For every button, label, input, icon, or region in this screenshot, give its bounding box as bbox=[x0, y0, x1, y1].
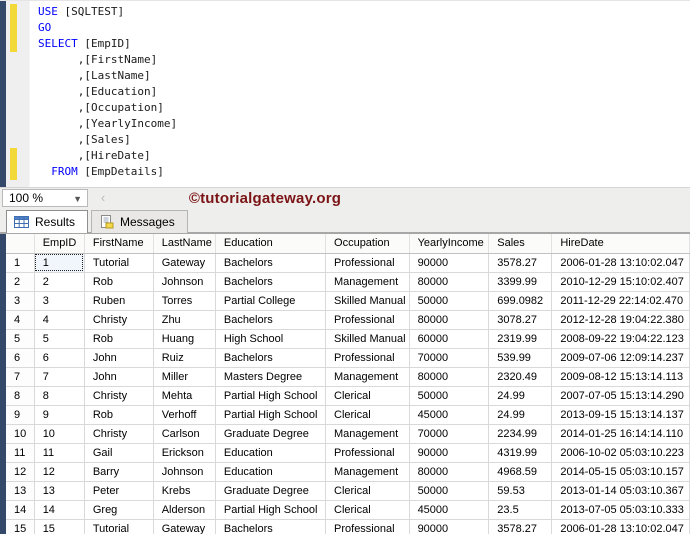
grid-cell[interactable]: Tutorial bbox=[84, 519, 153, 534]
grid-cell[interactable]: 1 bbox=[34, 253, 84, 272]
tab-messages[interactable] bbox=[91, 210, 188, 233]
table-row bbox=[6, 443, 690, 462]
grid-cell[interactable]: 3 bbox=[34, 291, 84, 310]
grid-cell[interactable]: Skilled Manual bbox=[326, 291, 410, 310]
grid-cell[interactable]: 9 bbox=[34, 405, 84, 424]
line-gutter bbox=[6, 20, 30, 36]
results-grid-icon bbox=[14, 215, 29, 229]
code-line[interactable] bbox=[6, 68, 690, 84]
table-row bbox=[6, 310, 690, 329]
tab-label: Results bbox=[35, 215, 76, 229]
grid-cell[interactable]: 50000 bbox=[409, 291, 489, 310]
grid-cell[interactable]: 80000 bbox=[409, 272, 489, 291]
grid-cell[interactable]: 90000 bbox=[409, 253, 489, 272]
grid-cell[interactable]: 2011-12-29 22:14:02.470 bbox=[552, 291, 690, 310]
grid-cell[interactable]: 45000 bbox=[409, 500, 489, 519]
grid-cell[interactable]: 7 bbox=[34, 367, 84, 386]
grid-cell[interactable]: Skilled Manual bbox=[326, 329, 410, 348]
grid-cell[interactable]: Professional bbox=[326, 348, 410, 367]
grid-cell[interactable]: 2014-05-15 05:03:10.157 bbox=[552, 462, 690, 481]
grid-cell[interactable]: 2006-10-02 05:03:10.223 bbox=[552, 443, 690, 462]
grid-cell[interactable]: 80000 bbox=[409, 367, 489, 386]
grid-cell[interactable]: Bachelors bbox=[215, 253, 325, 272]
grid-cell[interactable]: Alderson bbox=[153, 500, 215, 519]
grid-cell[interactable]: Tutorial bbox=[84, 253, 153, 272]
code-line[interactable] bbox=[6, 116, 690, 132]
grid-cell[interactable]: 70000 bbox=[409, 424, 489, 443]
row-number[interactable]: 15 bbox=[6, 519, 34, 534]
grid-cell[interactable]: 2234.99 bbox=[489, 424, 552, 443]
grid-cell[interactable]: Peter bbox=[84, 481, 153, 500]
grid-cell[interactable]: Management bbox=[326, 272, 410, 291]
grid-cell[interactable]: Carlson bbox=[153, 424, 215, 443]
code-line-text: ,[Sales] bbox=[38, 133, 131, 146]
grid-cell[interactable]: Bachelors bbox=[215, 310, 325, 329]
line-gutter bbox=[6, 132, 30, 148]
grid-cell[interactable]: 699.0982 bbox=[489, 291, 552, 310]
sql-code[interactable] bbox=[6, 1, 690, 180]
row-number[interactable]: 10 bbox=[6, 424, 34, 443]
table-row bbox=[6, 272, 690, 291]
grid-cell[interactable]: Ruben bbox=[84, 291, 153, 310]
grid-cell[interactable]: 2012-12-28 19:04:22.380 bbox=[552, 310, 690, 329]
grid-cell[interactable]: Professional bbox=[326, 310, 410, 329]
table-row bbox=[6, 348, 690, 367]
grid-cell[interactable]: 2008-09-22 19:04:22.123 bbox=[552, 329, 690, 348]
grid-cell[interactable]: 90000 bbox=[409, 519, 489, 534]
line-gutter bbox=[6, 116, 30, 132]
change-tracking-bar bbox=[10, 4, 17, 20]
grid-cell[interactable]: Partial High School bbox=[215, 386, 325, 405]
grid-cell[interactable]: Professional bbox=[326, 443, 410, 462]
grid-cell[interactable]: 90000 bbox=[409, 443, 489, 462]
column-header-education[interactable]: Education bbox=[215, 234, 325, 253]
grid-cell[interactable]: 13 bbox=[34, 481, 84, 500]
grid-cell[interactable]: 2014-01-25 16:14:14.110 bbox=[552, 424, 690, 443]
grid-cell[interactable]: 24.99 bbox=[489, 386, 552, 405]
grid-cell[interactable]: Education bbox=[215, 462, 325, 481]
code-line-text: SELECT [EmpID] bbox=[38, 37, 131, 50]
grid-cell[interactable]: 4 bbox=[34, 310, 84, 329]
grid-cell[interactable]: Partial High School bbox=[215, 500, 325, 519]
grid-cell[interactable]: Graduate Degree bbox=[215, 424, 325, 443]
grid-cell[interactable]: 3399.99 bbox=[489, 272, 552, 291]
grid-cell[interactable]: Gateway bbox=[153, 253, 215, 272]
line-gutter bbox=[6, 148, 30, 164]
grid-cell[interactable]: 15 bbox=[34, 519, 84, 534]
row-number[interactable]: 12 bbox=[6, 462, 34, 481]
tab-results[interactable] bbox=[6, 210, 88, 233]
grid-cell[interactable]: 6 bbox=[34, 348, 84, 367]
row-number[interactable]: 14 bbox=[6, 500, 34, 519]
grid-cell[interactable]: 539.99 bbox=[489, 348, 552, 367]
code-line[interactable] bbox=[6, 100, 690, 116]
code-line[interactable] bbox=[6, 84, 690, 100]
column-header-firstname[interactable]: FirstName bbox=[84, 234, 153, 253]
row-number[interactable]: 5 bbox=[6, 329, 34, 348]
grid-cell[interactable]: Johnson bbox=[153, 462, 215, 481]
grid-cell[interactable]: Mehta bbox=[153, 386, 215, 405]
grid-cell[interactable]: Miller bbox=[153, 367, 215, 386]
row-number[interactable]: 1 bbox=[6, 253, 34, 272]
row-number[interactable]: 3 bbox=[6, 291, 34, 310]
grid-cell[interactable]: Rob bbox=[84, 272, 153, 291]
grid-cell[interactable]: 24.99 bbox=[489, 405, 552, 424]
code-line-text: ,[LastName] bbox=[38, 69, 151, 82]
grid-cell[interactable]: Bachelors bbox=[215, 272, 325, 291]
grid-cell[interactable]: 23.5 bbox=[489, 500, 552, 519]
watermark: ©tutorialgateway.org bbox=[188, 190, 342, 207]
column-header-lastname[interactable]: LastName bbox=[153, 234, 215, 253]
zoom-level-value: 100 % bbox=[9, 191, 44, 205]
grid-cell[interactable]: 2009-07-06 12:09:14.237 bbox=[552, 348, 690, 367]
column-header-empid[interactable]: EmpID bbox=[34, 234, 84, 253]
grid-cell[interactable]: 4968.59 bbox=[489, 462, 552, 481]
row-number[interactable]: 4 bbox=[6, 310, 34, 329]
grid-cell[interactable]: John bbox=[84, 367, 153, 386]
grid-cell[interactable]: Masters Degree bbox=[215, 367, 325, 386]
grid-cell[interactable]: Management bbox=[326, 367, 410, 386]
grid-cell[interactable]: 70000 bbox=[409, 348, 489, 367]
code-line-text: ,[Education] bbox=[38, 85, 158, 98]
change-tracking-bar bbox=[10, 148, 17, 164]
grid-cell[interactable]: Clerical bbox=[326, 386, 410, 405]
grid-cell[interactable]: 2319.99 bbox=[489, 329, 552, 348]
grid-cell[interactable]: Education bbox=[215, 443, 325, 462]
grid-cell[interactable]: 2007-07-05 15:13:14.290 bbox=[552, 386, 690, 405]
hscroll-left-arrow-icon[interactable]: ‹ bbox=[100, 190, 106, 205]
grid-cell[interactable]: Management bbox=[326, 424, 410, 443]
code-line-text: FROM [EmpDetails] bbox=[51, 165, 164, 178]
grid-cell[interactable]: John bbox=[84, 348, 153, 367]
grid-cell[interactable]: Barry bbox=[84, 462, 153, 481]
line-gutter bbox=[6, 4, 30, 20]
code-line-text: USE [SQLTEST] bbox=[38, 5, 125, 18]
code-line[interactable] bbox=[6, 36, 690, 52]
table-row bbox=[6, 481, 690, 500]
grid-cell[interactable]: Clerical bbox=[326, 405, 410, 424]
row-number[interactable]: 7 bbox=[6, 367, 34, 386]
grid-cell[interactable]: Torres bbox=[153, 291, 215, 310]
grid-cell[interactable]: 2006-01-28 13:10:02.047 bbox=[552, 253, 690, 272]
grid-cell[interactable]: Clerical bbox=[326, 500, 410, 519]
column-header-occupation[interactable]: Occupation bbox=[326, 234, 410, 253]
column-header-yearlyincome[interactable]: YearlyIncome bbox=[409, 234, 489, 253]
grid-cell[interactable]: 2 bbox=[34, 272, 84, 291]
grid-cell[interactable]: Partial College bbox=[215, 291, 325, 310]
row-number[interactable]: 13 bbox=[6, 481, 34, 500]
grid-cell[interactable]: 80000 bbox=[409, 310, 489, 329]
grid-cell[interactable]: Professional bbox=[326, 519, 410, 534]
grid-cell[interactable]: 50000 bbox=[409, 481, 489, 500]
line-gutter bbox=[6, 52, 30, 68]
grid-cell[interactable]: Ruiz bbox=[153, 348, 215, 367]
change-tracking-bar bbox=[10, 36, 17, 52]
code-line[interactable] bbox=[6, 164, 690, 180]
grid-cell[interactable]: Zhu bbox=[153, 310, 215, 329]
grid-cell[interactable]: Professional bbox=[326, 253, 410, 272]
code-line[interactable] bbox=[6, 4, 690, 20]
code-line-text: ,[Occupation] bbox=[38, 101, 164, 114]
grid-cell[interactable]: Bachelors bbox=[215, 348, 325, 367]
table-row bbox=[6, 291, 690, 310]
grid-cell[interactable]: 3578.27 bbox=[489, 519, 552, 534]
grid-corner-cell[interactable] bbox=[6, 234, 34, 253]
change-tracking-bar bbox=[10, 20, 17, 36]
grid-cell[interactable]: 60000 bbox=[409, 329, 489, 348]
table-row bbox=[6, 462, 690, 481]
change-tracking-bar bbox=[10, 164, 17, 180]
code-line-text: ,[HireDate] bbox=[38, 149, 151, 162]
table-row bbox=[6, 405, 690, 424]
line-gutter bbox=[6, 68, 30, 84]
grid-cell[interactable]: Management bbox=[326, 462, 410, 481]
results-grid bbox=[6, 234, 690, 534]
grid-cell[interactable]: Christy bbox=[84, 424, 153, 443]
grid-cell[interactable]: 2013-01-14 05:03:10.367 bbox=[552, 481, 690, 500]
column-header-hiredate[interactable]: HireDate bbox=[552, 234, 690, 253]
grid-cell[interactable]: 2013-07-05 05:03:10.333 bbox=[552, 500, 690, 519]
grid-cell[interactable]: 2009-08-12 15:13:14.113 bbox=[552, 367, 690, 386]
grid-cell[interactable]: Partial High School bbox=[215, 405, 325, 424]
grid-cell[interactable]: Christy bbox=[84, 310, 153, 329]
grid-cell[interactable]: Greg bbox=[84, 500, 153, 519]
grid-cell[interactable]: 12 bbox=[34, 462, 84, 481]
grid-cell[interactable]: 2013-09-15 15:13:14.137 bbox=[552, 405, 690, 424]
grid-cell[interactable]: 2320.49 bbox=[489, 367, 552, 386]
table-row bbox=[6, 519, 690, 534]
grid-cell[interactable]: 14 bbox=[34, 500, 84, 519]
column-header-sales[interactable]: Sales bbox=[489, 234, 552, 253]
messages-icon bbox=[99, 215, 114, 229]
grid-cell[interactable]: 5 bbox=[34, 329, 84, 348]
code-line-text: ,[FirstName] bbox=[38, 53, 158, 66]
table-row bbox=[6, 386, 690, 405]
grid-cell[interactable]: 4319.99 bbox=[489, 443, 552, 462]
grid-cell[interactable]: Bachelors bbox=[215, 519, 325, 534]
code-line[interactable] bbox=[6, 148, 690, 164]
grid-cell[interactable]: 2006-01-28 13:10:02.047 bbox=[552, 519, 690, 534]
grid-cell[interactable]: 10 bbox=[34, 424, 84, 443]
grid-cell[interactable]: Christy bbox=[84, 386, 153, 405]
table-row bbox=[6, 253, 690, 272]
grid-cell[interactable]: 50000 bbox=[409, 386, 489, 405]
grid-cell[interactable]: High School bbox=[215, 329, 325, 348]
grid-cell[interactable]: 8 bbox=[34, 386, 84, 405]
tab-label: Messages bbox=[120, 215, 175, 229]
row-number[interactable]: 9 bbox=[6, 405, 34, 424]
grid-cell[interactable]: Verhoff bbox=[153, 405, 215, 424]
line-gutter bbox=[6, 84, 30, 100]
line-gutter bbox=[6, 100, 30, 116]
table-row bbox=[6, 329, 690, 348]
line-gutter bbox=[6, 164, 30, 180]
sql-editor[interactable] bbox=[6, 1, 690, 187]
code-line[interactable] bbox=[6, 52, 690, 68]
grid-cell[interactable]: 2010-12-29 15:10:02.407 bbox=[552, 272, 690, 291]
code-line-text: ,[YearlyIncome] bbox=[38, 117, 178, 130]
code-line[interactable] bbox=[6, 20, 690, 36]
row-number[interactable]: 2 bbox=[6, 272, 34, 291]
grid-cell[interactable]: Graduate Degree bbox=[215, 481, 325, 500]
grid-cell[interactable]: Erickson bbox=[153, 443, 215, 462]
grid-cell[interactable]: Clerical bbox=[326, 481, 410, 500]
editor-statusbar bbox=[0, 187, 690, 208]
grid-cell[interactable]: 59.53 bbox=[489, 481, 552, 500]
code-line-text: GO bbox=[38, 21, 52, 34]
grid-cell[interactable]: Rob bbox=[84, 405, 153, 424]
grid-cell[interactable]: Johnson bbox=[153, 272, 215, 291]
grid-cell[interactable]: 11 bbox=[34, 443, 84, 462]
table-row bbox=[6, 424, 690, 443]
row-number[interactable]: 8 bbox=[6, 386, 34, 405]
grid-cell[interactable]: 80000 bbox=[409, 462, 489, 481]
grid-cell[interactable]: 3078.27 bbox=[489, 310, 552, 329]
results-tab-bar bbox=[0, 208, 690, 234]
grid-cell[interactable]: Krebs bbox=[153, 481, 215, 500]
chevron-down-icon: ▼ bbox=[73, 194, 82, 204]
grid-cell[interactable]: 45000 bbox=[409, 405, 489, 424]
grid-cell[interactable]: Rob bbox=[84, 329, 153, 348]
grid-cell[interactable]: Gateway bbox=[153, 519, 215, 534]
row-number[interactable]: 6 bbox=[6, 348, 34, 367]
table-row bbox=[6, 500, 690, 519]
grid-cell[interactable]: 3578.27 bbox=[489, 253, 552, 272]
grid-cell[interactable]: Huang bbox=[153, 329, 215, 348]
line-gutter bbox=[6, 36, 30, 52]
code-line[interactable] bbox=[6, 132, 690, 148]
grid-cell[interactable]: Gail bbox=[84, 443, 153, 462]
table-row bbox=[6, 367, 690, 386]
row-number[interactable]: 11 bbox=[6, 443, 34, 462]
